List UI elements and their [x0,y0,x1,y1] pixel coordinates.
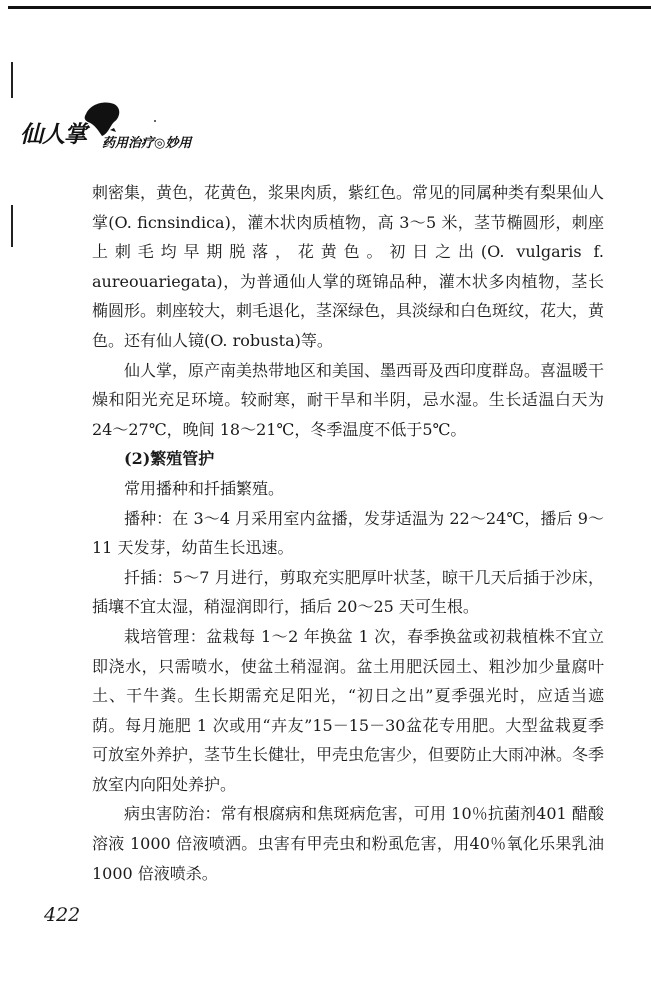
header-dot [154,120,156,122]
paragraph-propagation: 常用播种和扦插繁殖。 [124,478,285,498]
page-number: 422 [44,904,81,926]
page-body [92,178,604,888]
paragraph-habitat: 仙人掌，原产南美热带地区和美国、墨西哥及西印度群岛。喜温暖干燥和阳光充足环境。较耐寒，耐干旱和半阴，忌水湿。生长适温白天为 24～27℃，晚间 18～21℃，冬季温度不低于5℃。 [92,360,605,439]
paragraph-sowing: 播种：在 3～4 月采用室内盆播，发芽适温为 22～24℃，播后 9～11 天发芽，幼苗生长迅速。 [92,508,604,558]
paragraph-species: 刺密集，黄色，花黄色，浆果肉质，紫红色。常见的同属种类有梨果仙人掌(O. ficnsindica)，灌木状肉质植物，高 3～5 米，茎节椭圆形，刺座上刺毛均早期脱落，花黄色。初日之出(O. vulgaris f. aureouariegata)，为普通仙人掌的斑锦品种，灌木状多肉植物，茎长椭圆形。刺座较大，刺毛退化，茎深绿色，具淡绿和白色斑纹，花大，黄色。还有仙人镜(O. robusta)等。 [92,183,605,350]
running-header-logo [18,98,228,162]
margin-mark-upper [11,62,13,98]
paragraph-cultivation: 栽培管理：盆栽每 1～2 年换盆 1 次，春季换盆或初栽植株不宜立即浇水，只需喷水，使盆土稍湿润。盆土用肥沃园土、粗沙加少量腐叶土、干牛粪。生长期需充足阳光，“初日之出”夏季强光时，应适当遮荫。每月施肥 1 次或用“卉友”15－15－30盆花专用肥。大型盆栽夏季可放室外养护，茎节生长健壮，甲壳虫危害少，但要防止大雨冲淋。冬季放室内向阳处养护。 [92,626,605,794]
paragraph-cutting: 扦插：5～7 月进行，剪取充实肥厚叶状茎，晾干几天后插于沙床，插壤不宜太湿，稍湿润即行，插后 20～25 天可生根。 [92,567,604,617]
margin-mark-lower [11,205,13,247]
section-heading: (2)繁殖管护 [124,449,215,469]
top-rule [8,6,651,9]
header-title: 仙人掌 [20,121,86,148]
header-subtitle: 药用治疗◎妙用 [102,136,192,151]
paragraph-pest-control: 病虫害防治：常有根腐病和焦斑病危害，可用 10％抗菌剂401 醋酸溶液 1000 倍液喷洒。虫害有甲壳虫和粉虱危害，用40％氧化乐果乳油 1000 倍液喷杀。 [92,804,604,883]
